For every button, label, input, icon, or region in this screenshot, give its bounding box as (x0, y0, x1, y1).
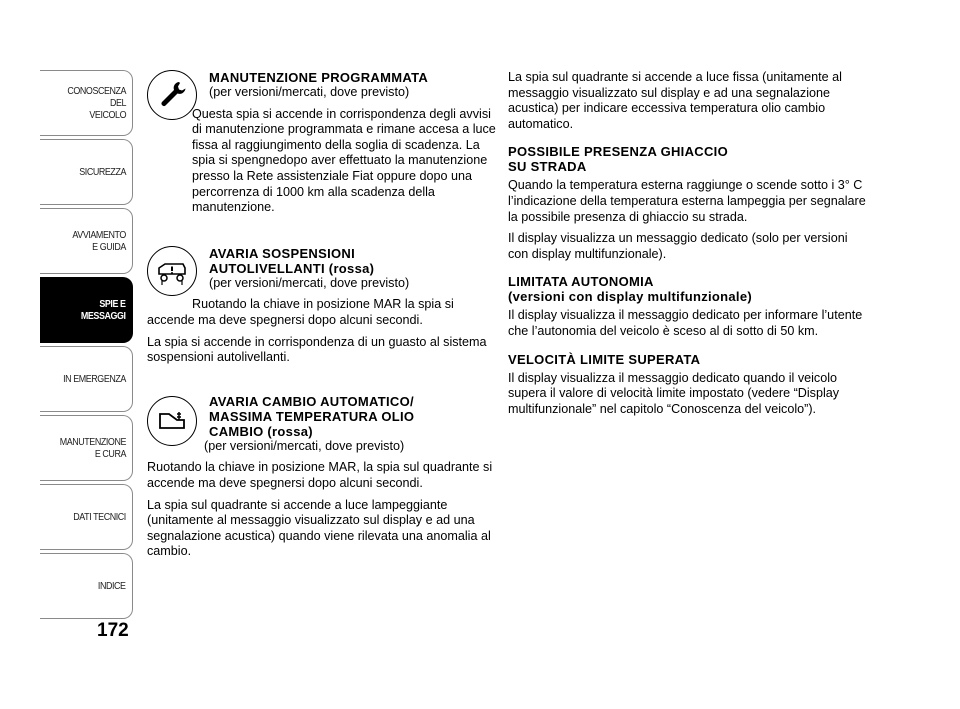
section-title-line-2: SU STRADA (508, 159, 587, 175)
tab-label: AVVIAMENTO E GUIDA (72, 229, 126, 253)
paragraph: La spia sul quadrante si accende a luce fissa (unitamente al messaggio visualizzato sul display e ad una segnalazione acustica) per indicare eccessiva temperatura olio cambio automatico. (508, 70, 842, 131)
section-subtitle: (per versioni/mercati, dove previsto) (204, 438, 405, 453)
paragraph: Il display visualizza il messaggio dedicato quando il veicolo supera il valore di velocità limite impostato (vedere “Display multifunzionale” nel capitolo “Conoscenza del veicolo”). (508, 370, 840, 416)
section-title-line-2: MASSIMA TEMPERATURA OLIO (209, 408, 415, 424)
section-heading (209, 394, 502, 439)
section-title-line-1: AVARIA CAMBIO AUTOMATICO/ (209, 393, 414, 409)
section-title-line-2: AUTOLIVELLANTI (rossa) (209, 260, 375, 276)
tab-label: SPIE E MESSAGGI (81, 298, 126, 322)
tab-sicurezza[interactable] (40, 139, 133, 205)
tab-spie-e-messaggi[interactable] (40, 277, 133, 343)
section-title: MANUTENZIONE PROGRAMMATA (209, 70, 429, 85)
section-title-possibile-presenza-ghiaccio (508, 144, 868, 174)
suspension-warning-icon (147, 246, 197, 296)
section-subtitle: (per versioni/mercati, dove previsto) (209, 85, 410, 99)
tab-indice[interactable] (40, 553, 133, 619)
tab-manutenzione-e-cura[interactable] (40, 415, 133, 481)
paragraph: Il display visualizza un messaggio dedicato (solo per versioni con display multifunzionale). (508, 231, 848, 261)
paragraph: La spia si accende in corrispondenza di un guasto al sistema sospensioni autolivellanti. (147, 334, 487, 365)
tab-conoscenza-del-veicolo[interactable] (40, 70, 133, 136)
tab-dati-tecnici[interactable] (40, 484, 133, 550)
paragraph: Il display visualizza il messaggio dedicato per informare l’utente che l’autonomia del veicolo è sceso al di sotto di 50 km. (508, 308, 863, 338)
section-title-line-1: LIMITATA AUTONOMIA (508, 274, 654, 290)
section-title-limitata-autonomia (508, 274, 868, 304)
tab-label: SICUREZZA (79, 166, 126, 178)
section-avaria-cambio (147, 394, 502, 560)
gearbox-temperature-icon (147, 396, 197, 446)
section-title-line-2: (versioni con display multifunzionale) (508, 289, 752, 305)
paragraph: Ruotando la chiave in posizione MAR la spia si accende ma deve spegnersi dopo alcuni secondi. (147, 297, 454, 327)
section-title-line-1: POSSIBILE PRESENZA GHIACCIO (508, 144, 728, 160)
section-heading (209, 246, 502, 292)
tab-in-emergenza[interactable] (40, 346, 133, 412)
right-column (508, 70, 868, 423)
tab-label: CONOSCENZA DEL VEICOLO (67, 85, 126, 121)
section-title-line-1: AVARIA SOSPENSIONI (209, 245, 356, 261)
paragraph: Questa spia si accende in corrispondenza degli avvisi di manutenzione programmata e rimane accesa a luce fissa al raggiungimento della soglia di scadenza. La spia si spengnedopo aver effettuato la manutenzione presso la Rete assistenziale Fiat oppure dopo una percorrenza di 1000 km alla scadenza della manutenzione. (192, 106, 496, 215)
tab-label: IN EMERGENZA (63, 373, 126, 385)
tab-label: INDICE (98, 580, 126, 592)
section-title-line-3: CAMBIO (rossa) (209, 423, 313, 439)
section-heading (209, 70, 502, 101)
tab-label: DATI TECNICI (73, 511, 126, 523)
section-manutenzione-programmata (147, 70, 502, 216)
wrench-icon (147, 70, 197, 120)
tab-avviamento-e-guida[interactable] (40, 208, 133, 274)
paragraph: Ruotando la chiave in posizione MAR, la spia sul quadrante si accende ma deve spegnersi dopo alcuni secondi. (147, 460, 493, 490)
chapter-tabs (40, 70, 133, 622)
section-subtitle: (per versioni/mercati, dove previsto) (209, 275, 410, 290)
paragraph: Quando la temperatura esterna raggiunge o scende sotto i 3° C l’indicazione della temperatura esterna lampeggia per segnalare la possibile presenza di ghiaccio su strada. (508, 178, 866, 224)
page-number: 172 (97, 620, 129, 641)
left-column (147, 70, 502, 566)
section-title-velocita-limite-superata: VELOCITÀ LIMITE SUPERATA (508, 351, 701, 367)
tab-label: MANUTENZIONE E CURA (59, 436, 126, 460)
paragraph: La spia sul quadrante si accende a luce lampeggiante (unitamente al messaggio visualizzato sul display e ad una segnalazione acustica) quando viene rilevata una anomalia al cambio. (147, 497, 491, 559)
section-avaria-sospensioni (147, 246, 502, 366)
